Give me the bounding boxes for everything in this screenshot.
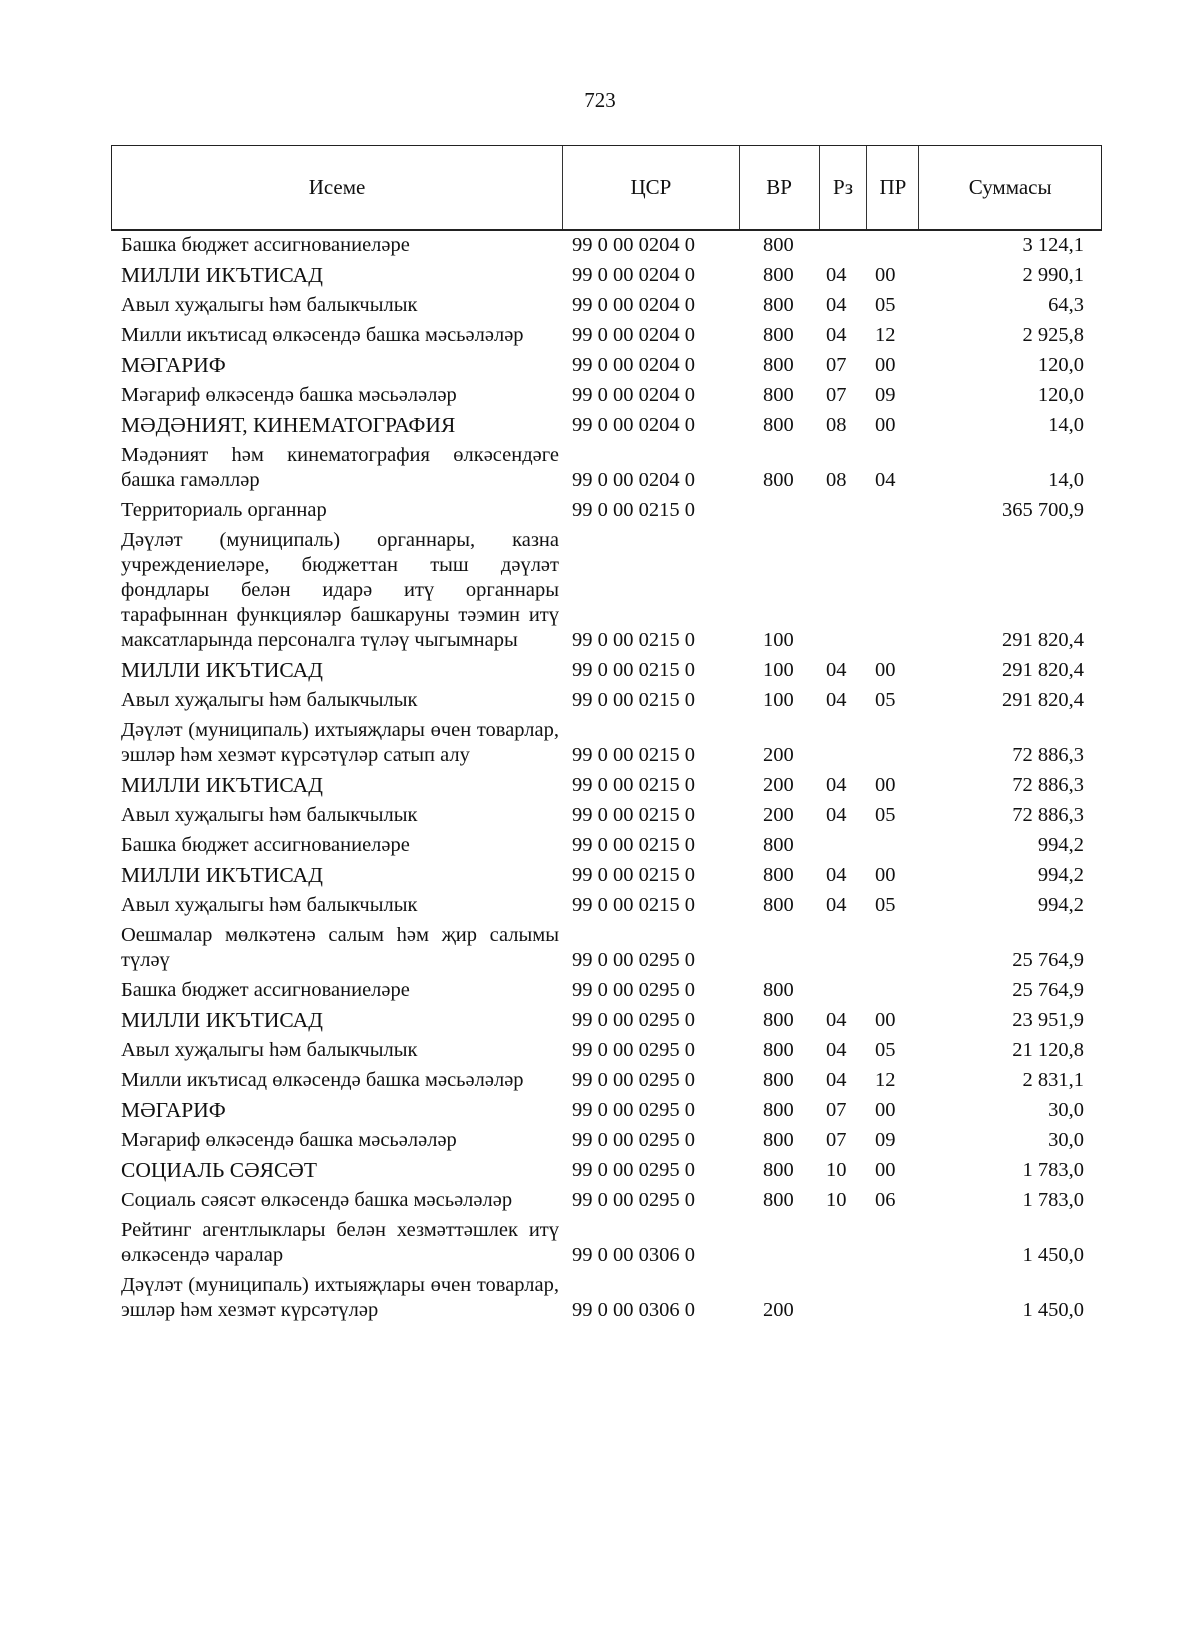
cell-sum: 1 450,0 xyxy=(1022,1299,1084,1321)
cell-vr: 800 xyxy=(763,414,794,436)
cell-name: МӘГАРИФ xyxy=(121,1098,226,1122)
cell-csr: 99 0 00 0215 0 xyxy=(572,894,695,916)
table-row xyxy=(111,1008,1102,1038)
cell-rz: 10 xyxy=(826,1189,847,1211)
table-header xyxy=(111,145,1102,231)
cell-rz: 08 xyxy=(826,414,847,436)
cell-name: Авыл хуҗалыгы һәм балыкчылык xyxy=(121,1039,418,1061)
cell-sum: 994,2 xyxy=(1037,834,1084,856)
cell-sum: 1 783,0 xyxy=(1022,1189,1084,1211)
cell-rz: 07 xyxy=(826,354,847,376)
table-row xyxy=(111,923,1102,978)
cell-rz: 04 xyxy=(826,894,847,916)
cell-pr: 00 xyxy=(875,1099,896,1121)
cell-sum: 72 886,3 xyxy=(1012,804,1084,826)
cell-name: Милли икътисад өлкәсендә башка мәсьәләләр xyxy=(121,324,524,346)
cell-sum: 72 886,3 xyxy=(1012,774,1084,796)
header-sum: Суммасы xyxy=(968,175,1052,199)
cell-csr: 99 0 00 0215 0 xyxy=(572,689,695,711)
cell-pr: 00 xyxy=(875,354,896,376)
cell-sum: 2 925,8 xyxy=(1022,324,1084,346)
cell-rz: 04 xyxy=(826,1009,847,1031)
cell-name: Авыл хуҗалыгы һәм балыкчылык xyxy=(121,689,418,711)
table-row xyxy=(111,803,1102,833)
table-row xyxy=(111,323,1102,353)
cell-csr: 99 0 00 0215 0 xyxy=(572,864,695,886)
cell-vr: 800 xyxy=(763,834,794,856)
cell-csr: 99 0 00 0295 0 xyxy=(572,1189,695,1211)
cell-rz: 04 xyxy=(826,324,847,346)
cell-rz: 07 xyxy=(826,1129,847,1151)
cell-sum: 23 951,9 xyxy=(1012,1009,1084,1031)
cell-vr: 200 xyxy=(763,744,794,766)
table-row xyxy=(111,443,1102,498)
table-row xyxy=(111,1068,1102,1098)
cell-csr: 99 0 00 0215 0 xyxy=(572,629,695,651)
table-row xyxy=(111,1158,1102,1188)
cell-vr: 200 xyxy=(763,1299,794,1321)
cell-vr: 800 xyxy=(763,1099,794,1121)
cell-csr: 99 0 00 0295 0 xyxy=(572,979,695,1001)
cell-sum: 365 700,9 xyxy=(1002,499,1084,521)
cell-name: Авыл хуҗалыгы һәм балыкчылык xyxy=(121,294,418,316)
cell-name: МӘДӘНИЯТ, КИНЕМАТОГРАФИЯ xyxy=(121,413,456,437)
cell-csr: 99 0 00 0204 0 xyxy=(572,354,695,376)
table-row xyxy=(111,1218,1102,1273)
table-row xyxy=(111,233,1102,263)
cell-vr: 800 xyxy=(763,234,794,256)
cell-pr: 00 xyxy=(875,659,896,681)
header-csr: ЦСР xyxy=(563,146,740,229)
cell-rz: 07 xyxy=(826,384,847,406)
cell-vr: 200 xyxy=(763,804,794,826)
cell-csr: 99 0 00 0204 0 xyxy=(572,384,695,406)
cell-sum: 2 831,1 xyxy=(1022,1069,1084,1091)
cell-name: Оешмалар мөлкәтенә салым һәм җир салымы түләү xyxy=(121,924,559,971)
cell-pr: 12 xyxy=(875,324,896,346)
header-vr: ВР xyxy=(740,146,820,229)
cell-csr: 99 0 00 0204 0 xyxy=(572,469,695,491)
cell-csr: 99 0 00 0215 0 xyxy=(572,659,695,681)
table-row xyxy=(111,1188,1102,1218)
cell-rz: 04 xyxy=(826,294,847,316)
cell-csr: 99 0 00 0295 0 xyxy=(572,949,695,971)
cell-csr: 99 0 00 0204 0 xyxy=(572,234,695,256)
table-row xyxy=(111,528,1102,658)
header-pr: ПР xyxy=(867,146,919,229)
cell-sum: 25 764,9 xyxy=(1012,979,1084,1001)
cell-pr: 00 xyxy=(875,414,896,436)
cell-pr: 00 xyxy=(875,1159,896,1181)
cell-vr: 800 xyxy=(763,469,794,491)
table-row xyxy=(111,353,1102,383)
cell-rz: 04 xyxy=(826,1039,847,1061)
cell-sum: 14,0 xyxy=(1048,469,1084,491)
cell-csr: 99 0 00 0295 0 xyxy=(572,1039,695,1061)
cell-pr: 09 xyxy=(875,384,896,406)
cell-vr: 100 xyxy=(763,659,794,681)
cell-name: МИЛЛИ ИКЪТИСАД xyxy=(121,658,323,682)
page-number: 723 xyxy=(584,88,616,112)
header-rz: Рз xyxy=(820,146,868,229)
cell-sum: 291 820,4 xyxy=(1002,629,1084,651)
cell-name: Мәгариф өлкәсендә башка мәсьәләләр xyxy=(121,384,457,406)
cell-sum: 291 820,4 xyxy=(1002,689,1084,711)
cell-vr: 800 xyxy=(763,384,794,406)
cell-name: МИЛЛИ ИКЪТИСАД xyxy=(121,1008,323,1032)
cell-name: Рейтинг агентлыклары белән хезмәттәшлек итү өлкәсендә чаралар xyxy=(121,1219,559,1266)
cell-rz: 04 xyxy=(826,689,847,711)
cell-csr: 99 0 00 0295 0 xyxy=(572,1069,695,1091)
table-row xyxy=(111,498,1102,528)
cell-sum: 994,2 xyxy=(1037,894,1084,916)
cell-vr: 800 xyxy=(763,1039,794,1061)
cell-sum: 1 783,0 xyxy=(1022,1159,1084,1181)
cell-rz: 04 xyxy=(826,1069,847,1091)
cell-pr: 04 xyxy=(875,469,896,491)
cell-vr: 800 xyxy=(763,864,794,886)
cell-name: Милли икътисад өлкәсендә башка мәсьәләләр xyxy=(121,1069,524,1091)
cell-name: Авыл хуҗалыгы һәм балыкчылык xyxy=(121,804,418,826)
cell-csr: 99 0 00 0295 0 xyxy=(572,1159,695,1181)
table-row xyxy=(111,978,1102,1008)
cell-csr: 99 0 00 0295 0 xyxy=(572,1099,695,1121)
table-row xyxy=(111,383,1102,413)
cell-pr: 00 xyxy=(875,1009,896,1031)
cell-csr: 99 0 00 0306 0 xyxy=(572,1299,695,1321)
cell-rz: 10 xyxy=(826,1159,847,1181)
cell-name: Территориаль органнар xyxy=(121,499,327,521)
cell-vr: 800 xyxy=(763,1069,794,1091)
table-row xyxy=(111,1273,1102,1328)
cell-name: Авыл хуҗалыгы һәм балыкчылык xyxy=(121,894,418,916)
cell-sum: 30,0 xyxy=(1048,1129,1084,1151)
cell-vr: 800 xyxy=(763,354,794,376)
cell-sum: 72 886,3 xyxy=(1012,744,1084,766)
cell-sum: 30,0 xyxy=(1048,1099,1084,1121)
table-row xyxy=(111,293,1102,323)
cell-sum: 3 124,1 xyxy=(1022,234,1084,256)
cell-rz: 04 xyxy=(826,659,847,681)
cell-csr: 99 0 00 0204 0 xyxy=(572,294,695,316)
cell-sum: 291 820,4 xyxy=(1002,659,1084,681)
cell-pr: 05 xyxy=(875,294,896,316)
cell-name: Мәгариф өлкәсендә башка мәсьәләләр xyxy=(121,1129,457,1151)
cell-vr: 800 xyxy=(763,1189,794,1211)
cell-sum: 120,0 xyxy=(1037,354,1084,376)
cell-vr: 100 xyxy=(763,629,794,651)
cell-sum: 994,2 xyxy=(1037,864,1084,886)
table-row xyxy=(111,263,1102,293)
cell-rz: 08 xyxy=(826,469,847,491)
cell-sum: 14,0 xyxy=(1048,414,1084,436)
cell-vr: 200 xyxy=(763,774,794,796)
cell-csr: 99 0 00 0295 0 xyxy=(572,1129,695,1151)
table-row xyxy=(111,833,1102,863)
cell-pr: 00 xyxy=(875,864,896,886)
cell-csr: 99 0 00 0215 0 xyxy=(572,804,695,826)
cell-vr: 800 xyxy=(763,1159,794,1181)
cell-vr: 800 xyxy=(763,979,794,1001)
cell-csr: 99 0 00 0215 0 xyxy=(572,744,695,766)
cell-name: Социаль сәясәт өлкәсендә башка мәсьәләләр xyxy=(121,1189,513,1211)
cell-rz: 04 xyxy=(826,774,847,796)
cell-sum: 120,0 xyxy=(1037,384,1084,406)
cell-vr: 800 xyxy=(763,324,794,346)
cell-vr: 100 xyxy=(763,689,794,711)
cell-pr: 09 xyxy=(875,1129,896,1151)
cell-sum: 21 120,8 xyxy=(1012,1039,1084,1061)
cell-vr: 800 xyxy=(763,1129,794,1151)
table-row xyxy=(111,863,1102,893)
cell-pr: 05 xyxy=(875,1039,896,1061)
cell-pr: 12 xyxy=(875,1069,896,1091)
table-row xyxy=(111,413,1102,443)
header-name: Исеме xyxy=(112,146,563,229)
cell-csr: 99 0 00 0295 0 xyxy=(572,1009,695,1031)
cell-csr: 99 0 00 0204 0 xyxy=(572,264,695,286)
cell-vr: 800 xyxy=(763,894,794,916)
cell-vr: 800 xyxy=(763,264,794,286)
cell-name: МӘГАРИФ xyxy=(121,353,226,377)
cell-name: Мәдәният һәм кинематография өлкәсендәге башка гамәлләр xyxy=(121,444,559,491)
cell-csr: 99 0 00 0204 0 xyxy=(572,414,695,436)
table-row xyxy=(111,893,1102,923)
table-row xyxy=(111,658,1102,688)
cell-sum: 25 764,9 xyxy=(1012,949,1084,971)
table-row xyxy=(111,1098,1102,1128)
cell-pr: 05 xyxy=(875,804,896,826)
cell-csr: 99 0 00 0215 0 xyxy=(572,774,695,796)
table-row xyxy=(111,773,1102,803)
cell-name: Дәүләт (муниципаль) ихтыяҗлары өчен товарлар, эшләр һәм хезмәт күрсәтүләр xyxy=(121,1274,559,1321)
cell-pr: 00 xyxy=(875,264,896,286)
cell-pr: 05 xyxy=(875,894,896,916)
cell-name: МИЛЛИ ИКЪТИСАД xyxy=(121,773,323,797)
cell-rz: 07 xyxy=(826,1099,847,1121)
cell-pr: 00 xyxy=(875,774,896,796)
cell-csr: 99 0 00 0215 0 xyxy=(572,834,695,856)
cell-sum: 2 990,1 xyxy=(1022,264,1084,286)
cell-csr: 99 0 00 0215 0 xyxy=(572,499,695,521)
table-row xyxy=(111,688,1102,718)
cell-pr: 05 xyxy=(875,689,896,711)
cell-name: Дәүләт (муниципаль) ихтыяҗлары өчен товарлар, эшләр һәм хезмәт күрсәтүләр сатып алу xyxy=(121,719,559,766)
cell-sum: 1 450,0 xyxy=(1022,1244,1084,1266)
cell-name: МИЛЛИ ИКЪТИСАД xyxy=(121,863,323,887)
cell-vr: 800 xyxy=(763,1009,794,1031)
cell-rz: 04 xyxy=(826,264,847,286)
cell-pr: 06 xyxy=(875,1189,896,1211)
cell-name: СОЦИАЛЬ СӘЯСӘТ xyxy=(121,1158,317,1182)
cell-name: МИЛЛИ ИКЪТИСАД xyxy=(121,263,323,287)
cell-rz: 04 xyxy=(826,804,847,826)
cell-name: Башка бюджет ассигнованиеләре xyxy=(121,979,410,1001)
cell-sum: 64,3 xyxy=(1048,294,1084,316)
cell-name: Дәүләт (муниципаль) органнары, казна учреждениеләре, бюджеттан тыш дәүләт фондлары белән идарә итү органнары тарафыннан функцияләр башкаруны тәэмин итү максатларында персоналга түләү чыгымнары xyxy=(121,529,559,651)
cell-name: Башка бюджет ассигнованиеләре xyxy=(121,234,410,256)
cell-vr: 800 xyxy=(763,294,794,316)
cell-name: Башка бюджет ассигнованиеләре xyxy=(121,834,410,856)
table-row xyxy=(111,1038,1102,1068)
cell-csr: 99 0 00 0306 0 xyxy=(572,1244,695,1266)
table-body xyxy=(111,233,1102,1328)
cell-rz: 04 xyxy=(826,864,847,886)
table-row xyxy=(111,1128,1102,1158)
cell-csr: 99 0 00 0204 0 xyxy=(572,324,695,346)
table-row xyxy=(111,718,1102,773)
